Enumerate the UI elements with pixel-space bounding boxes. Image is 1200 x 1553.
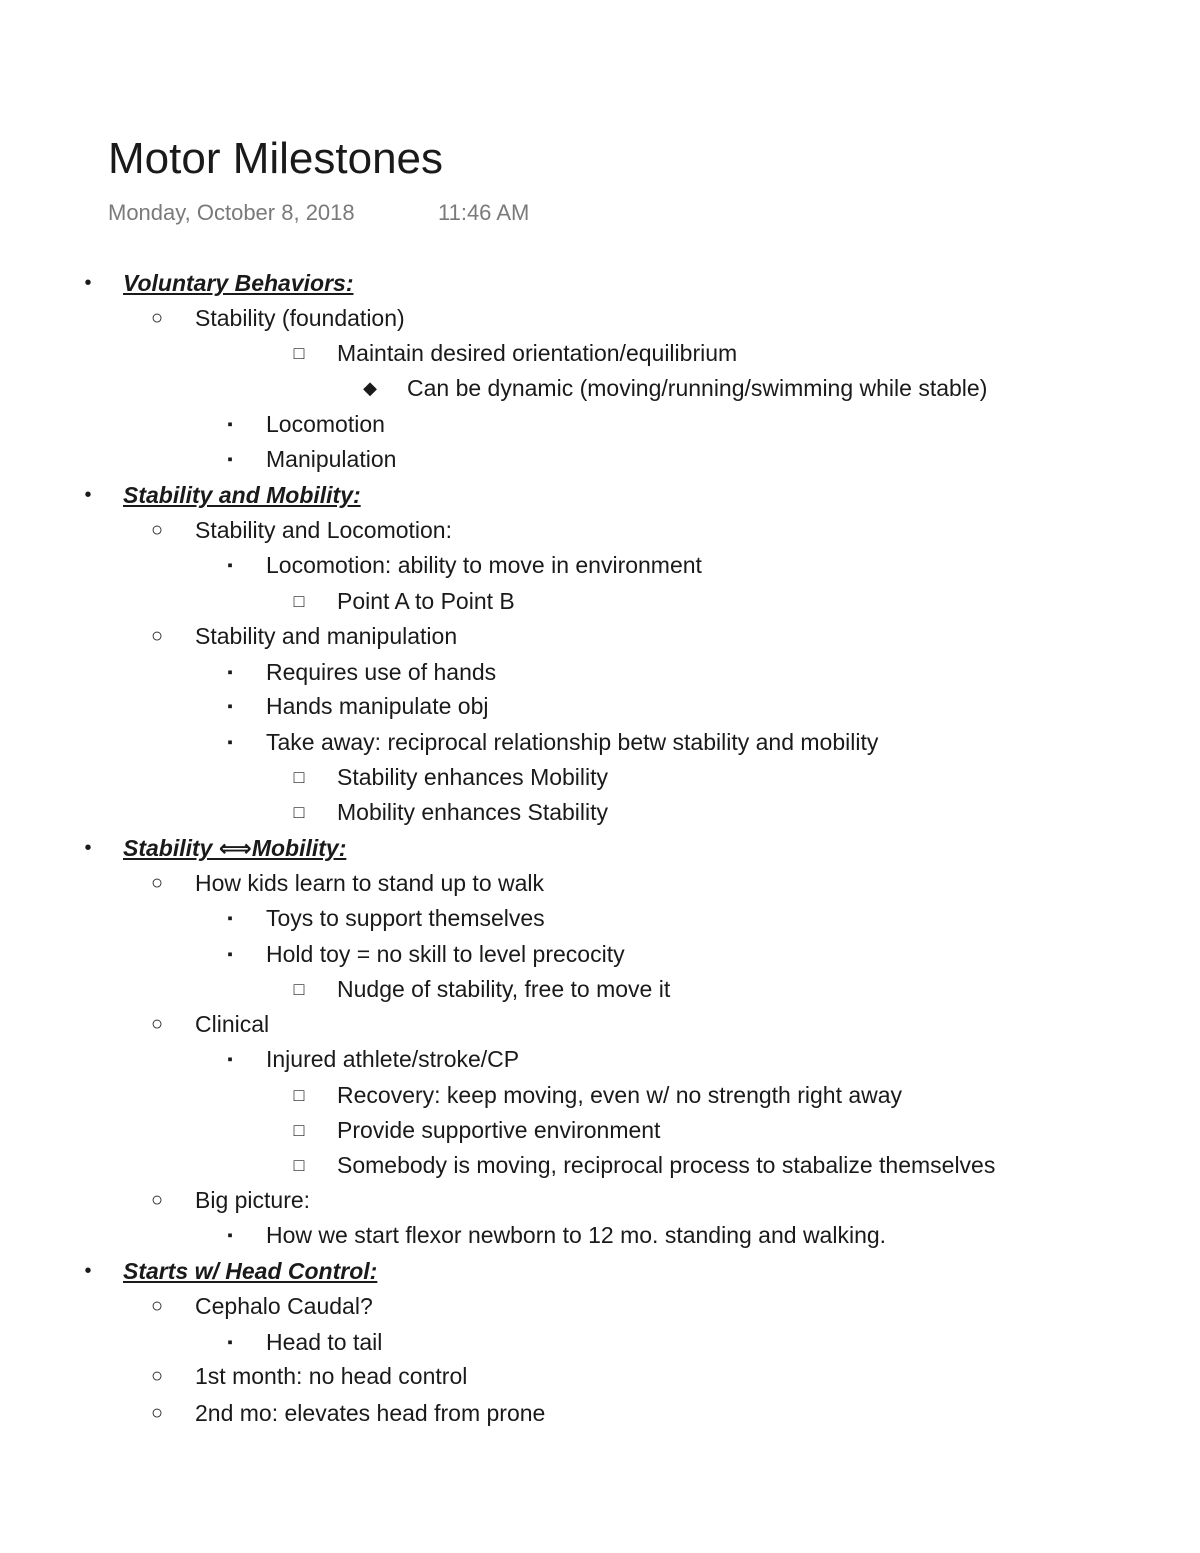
bullet-square-outline-icon: □	[293, 979, 305, 999]
outline-item	[0, 478, 1200, 513]
note-time: 11:46 AM	[438, 200, 530, 225]
bullet-square-icon: ▪	[227, 557, 233, 574]
outline-item	[0, 1359, 1200, 1394]
outline-item	[0, 1042, 1200, 1077]
outline-item	[0, 1113, 1200, 1148]
bullet-square-outline-icon: □	[293, 1085, 305, 1105]
outline-item-text: How we start flexor newborn to 12 mo. standing and walking.	[266, 1222, 887, 1248]
heading-voluntary-behaviors: Voluntary Behaviors:	[123, 270, 354, 296]
outline-item-text: Somebody is moving, reciprocal process to stabalize themselves	[337, 1152, 996, 1178]
bullet-circle-icon: ○	[150, 307, 164, 329]
outline-item	[0, 972, 1200, 1007]
outline-item	[0, 1254, 1200, 1289]
bullet-square-outline-icon: □	[293, 1155, 305, 1175]
bullet-square-outline-icon: □	[293, 767, 305, 787]
outline-item	[0, 655, 1200, 690]
bullet-square-icon: ▪	[227, 734, 233, 751]
bullet-square-icon: ▪	[227, 416, 233, 433]
heading-stability-mobility: Stability ⟺Mobility:	[123, 835, 347, 861]
outline-item-text: Nudge of stability, free to move it	[337, 976, 671, 1002]
bullet-square-icon: ▪	[227, 664, 233, 681]
outline-item-text: Injured athlete/stroke/CP	[266, 1046, 520, 1072]
outline-item	[0, 1396, 1200, 1431]
bullet-square-icon: ▪	[227, 1051, 233, 1068]
outline-item	[0, 937, 1200, 972]
outline-item	[0, 1183, 1200, 1218]
bullet-circle-icon: ○	[150, 1402, 164, 1424]
outline-item-text: Stability and Locomotion:	[195, 517, 452, 543]
outline-item-text: Big picture:	[195, 1187, 311, 1213]
outline-item-text: Can be dynamic (moving/running/swimming while stable)	[407, 375, 988, 401]
outline-item	[0, 407, 1200, 442]
outline-item-text: Locomotion	[266, 411, 385, 437]
page-title: Motor Milestones	[108, 134, 444, 183]
bullet-square-icon: ▪	[227, 1227, 233, 1244]
outline-item-text: Locomotion: ability to move in environment	[266, 552, 702, 578]
outline-item-text: Maintain desired orientation/equilibrium	[337, 340, 738, 366]
bullet-diamond-icon: ◆	[363, 378, 377, 398]
outline-item-text: Recovery: keep moving, even w/ no strength right away	[337, 1082, 903, 1108]
outline-item-text: Provide supportive environment	[337, 1117, 661, 1143]
outline-item	[0, 301, 1200, 336]
outline-item	[0, 1007, 1200, 1042]
outline-item-text: Toys to support themselves	[266, 905, 545, 931]
bullet-square-outline-icon: □	[293, 591, 305, 611]
outline-item	[0, 336, 1200, 371]
outline-item-text: 2nd mo: elevates head from prone	[195, 1400, 546, 1426]
outline-item-text: Take away: reciprocal relationship betw stability and mobility	[266, 729, 879, 755]
bullet-square-icon: ▪	[227, 1334, 233, 1351]
outline-item-text: Requires use of hands	[266, 659, 497, 685]
bullet-circle-icon: ○	[150, 1013, 164, 1035]
outline-item	[0, 1078, 1200, 1113]
outline-item	[0, 1289, 1200, 1324]
outline-item-text: Manipulation	[266, 446, 397, 472]
bullet-square-outline-icon: □	[293, 1120, 305, 1140]
outline-item	[0, 548, 1200, 583]
heading-starts-with-head-control: Starts w/ Head Control:	[123, 1258, 378, 1284]
heading-stability-and-mobility: Stability and Mobility:	[123, 482, 361, 508]
outline-item-text: Cephalo Caudal?	[195, 1293, 373, 1319]
outline-item-text: How kids learn to stand up to walk	[195, 870, 545, 896]
outline-item	[0, 371, 1200, 406]
bullet-circle-icon: ○	[150, 1295, 164, 1317]
outline-item-text: Stability enhances Mobility	[337, 764, 609, 790]
outline-item-text: Stability (foundation)	[195, 305, 405, 331]
outline-item	[0, 901, 1200, 936]
bullet-circle-icon: ○	[150, 1189, 164, 1211]
bullet-square-icon: ▪	[227, 910, 233, 927]
bullet-dot-icon: •	[84, 272, 92, 294]
outline-item-text: Hands manipulate obj	[266, 693, 489, 719]
outline-item-text: Stability and manipulation	[195, 623, 458, 649]
outline-item	[0, 831, 1200, 866]
outline-item	[0, 795, 1200, 830]
outline-item	[0, 1218, 1200, 1253]
outline-item	[0, 1325, 1200, 1360]
bullet-circle-icon: ○	[150, 519, 164, 541]
bullet-square-outline-icon: □	[293, 343, 305, 363]
outline-item	[0, 619, 1200, 654]
outline-item-text: Point A to Point B	[337, 588, 515, 614]
outline-item	[0, 689, 1200, 724]
bullet-circle-icon: ○	[150, 1365, 164, 1387]
bullet-square-icon: ▪	[227, 698, 233, 715]
outline-item-text: Hold toy = no skill to level precocity	[266, 941, 625, 967]
outline-item	[0, 866, 1200, 901]
bullet-dot-icon: •	[84, 837, 92, 859]
bullet-dot-icon: •	[84, 484, 92, 506]
bullet-dot-icon: •	[84, 1260, 92, 1282]
outline-item-text: Clinical	[195, 1011, 270, 1037]
bullet-circle-icon: ○	[150, 872, 164, 894]
outline-item	[0, 1148, 1200, 1183]
outline-item	[0, 266, 1200, 301]
outline-item-text: Head to tail	[266, 1329, 383, 1355]
note-date: Monday, October 8, 2018	[108, 200, 355, 225]
outline-item-text: 1st month: no head control	[195, 1363, 468, 1389]
outline-item-text: Mobility enhances Stability	[337, 799, 609, 825]
bullet-circle-icon: ○	[150, 625, 164, 647]
outline-item	[0, 584, 1200, 619]
bullet-square-icon: ▪	[227, 451, 233, 468]
outline-item	[0, 760, 1200, 795]
outline-item	[0, 442, 1200, 477]
bullet-square-icon: ▪	[227, 946, 233, 963]
bullet-square-outline-icon: □	[293, 802, 305, 822]
outline-item	[0, 513, 1200, 548]
outline-item	[0, 725, 1200, 760]
